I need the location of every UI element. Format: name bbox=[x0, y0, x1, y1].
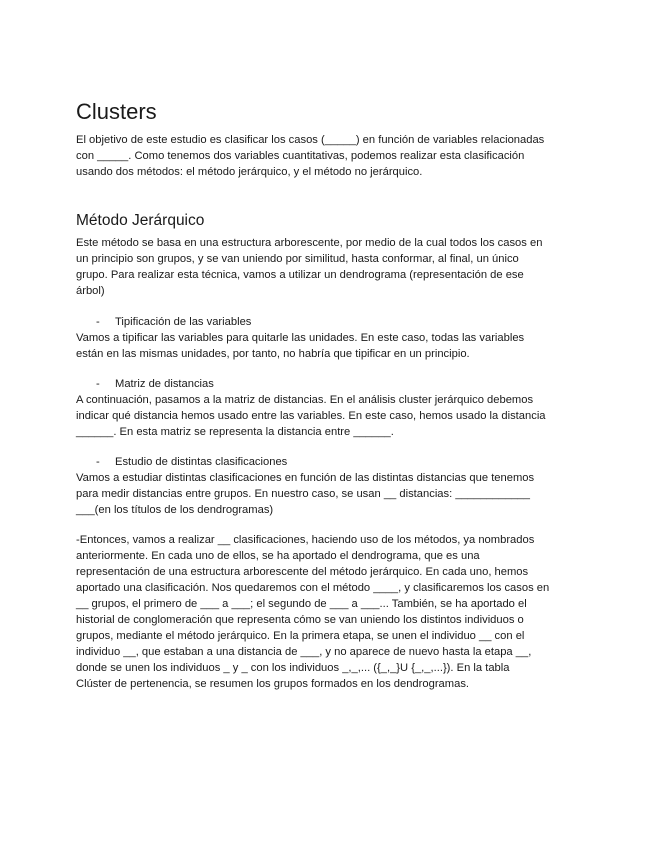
text-line: usando dos métodos: el método jerárquico, y el método no jerárquico. bbox=[76, 166, 423, 178]
intro-paragraph bbox=[76, 132, 581, 180]
text-line: Vamos a tipificar las variables para quitarle las unidades. En este caso, todas las variables bbox=[76, 332, 525, 344]
text-line: árbol) bbox=[76, 285, 105, 297]
bullet3-paragraph bbox=[76, 470, 581, 518]
section-intro-paragraph bbox=[76, 235, 581, 299]
text-line: A continuación, pasamos a la matriz de distancias. En el análisis cluster jerárquico debemos bbox=[76, 394, 534, 406]
text-line: Este método se basa en una estructura arborescente, por medio de la cual todos los casos en bbox=[76, 237, 543, 249]
text-line: grupo. Para realizar esta técnica, vamos a utilizar un dendrograma (representación de ese bbox=[76, 269, 524, 281]
text-line: ___(en los títulos de los dendrogramas) bbox=[76, 504, 274, 516]
text-line: un principio son grupos, y se van uniendo por similitud, hasta conformar, al final, un único bbox=[76, 253, 519, 265]
text-line: para medir distancias entre grupos. En nuestro caso, se usan __ distancias: ____________ bbox=[76, 488, 531, 500]
text-line: representación de una estructura arborescente del método jerárquico. En cada uno, hemos bbox=[76, 566, 529, 578]
text-line: Clúster de pertenencia, se resumen los grupos formados en los dendrogramas. bbox=[76, 678, 470, 690]
bullet-marker: - bbox=[96, 378, 100, 390]
bullet-label: Estudio de distintas clasificaciones bbox=[115, 456, 288, 468]
bullet1-paragraph bbox=[76, 330, 581, 362]
text-line: están en las mismas unidades, por tanto, no habría que tipificar en un principio. bbox=[76, 348, 470, 360]
text-line: aportado una clasificación. Nos quedaremos con el método ____, y clasificaremos los casos en bbox=[76, 582, 550, 594]
section-heading: Método Jerárquico bbox=[76, 212, 205, 229]
bullet-tipificacion bbox=[96, 314, 251, 330]
text-line: grupos, mediante el método jerárquico. En la primera etapa, se unen el individuo __ con el bbox=[76, 630, 525, 642]
text-line: El objetivo de este estudio es clasificar los casos (_____) en función de variables relacionadas bbox=[76, 134, 545, 146]
bullet-estudio bbox=[96, 454, 287, 470]
text-line: indicar qué distancia hemos usado entre las variables. En este caso, hemos usado la distancia bbox=[76, 410, 546, 422]
final-paragraph bbox=[76, 532, 581, 692]
bullet-marker: - bbox=[96, 456, 100, 468]
page-title: Clusters bbox=[76, 99, 157, 124]
bullet-label: Matriz de distancias bbox=[115, 378, 214, 390]
bullet2-paragraph bbox=[76, 392, 581, 440]
bullet-marker: - bbox=[96, 316, 100, 328]
text-line: donde se unen los individuos _ y _ con los individuos _,_,... ({_,_}U {_,_,...}). En la tabla bbox=[76, 662, 510, 674]
text-line: __ grupos, el primero de ___ a ___; el segundo de ___ a ___... También, se ha aportado el bbox=[76, 598, 527, 610]
text-line: Vamos a estudiar distintas clasificaciones en función de las distintas distancias que tenemos bbox=[76, 472, 535, 484]
bullet-matriz bbox=[96, 376, 214, 392]
text-line: anteriormente. En cada uno de ellos, se ha aportado el dendrograma, que es una bbox=[76, 550, 480, 562]
text-line: con _____. Como tenemos dos variables cuantitativas, podemos realizar esta clasificación bbox=[76, 150, 525, 162]
text-line: historial de conglomeración que representa cómo se van uniendo los distintos individuos o bbox=[76, 614, 524, 626]
text-line: -Entonces, vamos a realizar __ clasificaciones, haciendo uso de los métodos, ya nombrados bbox=[76, 534, 535, 546]
text-line: ______. En esta matriz se representa la distancia entre ______. bbox=[76, 426, 394, 438]
bullet-label: Tipificación de las variables bbox=[115, 316, 252, 328]
text-line: individuo __, que estaban a una distancia de ___, y no aparece de nuevo hasta la etapa __, bbox=[76, 646, 532, 658]
